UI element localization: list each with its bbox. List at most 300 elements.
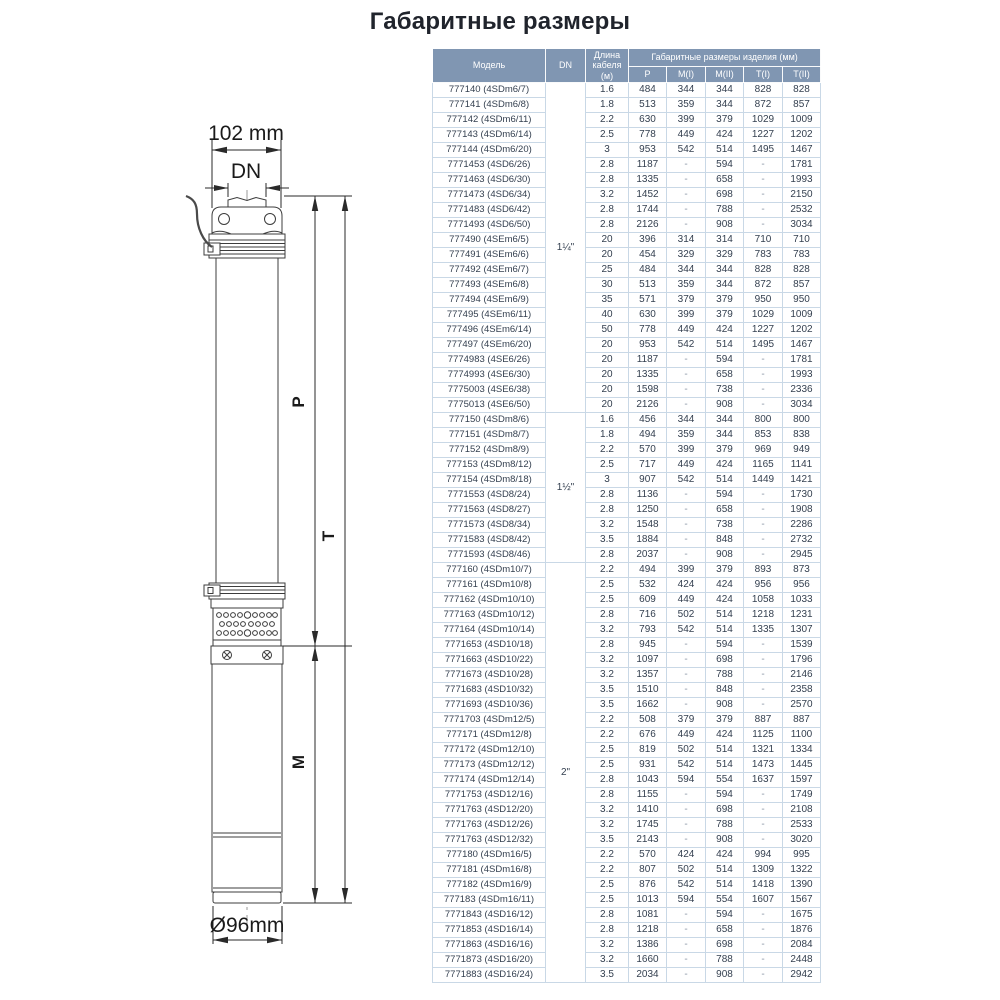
value-cell: 594 bbox=[667, 893, 706, 908]
value-cell: - bbox=[744, 908, 783, 923]
value-cell: 1495 bbox=[744, 143, 783, 158]
model-cell: 777183 (4SDm16/11) bbox=[433, 893, 546, 908]
table-row bbox=[433, 923, 821, 938]
arrow-up-icon bbox=[342, 196, 348, 211]
value-cell: 514 bbox=[706, 338, 744, 353]
value-cell: 1744 bbox=[629, 203, 667, 218]
value-cell: 1081 bbox=[629, 908, 667, 923]
table-row bbox=[433, 158, 821, 173]
arrow-left-icon bbox=[213, 937, 228, 943]
value-cell: 1097 bbox=[629, 653, 667, 668]
value-cell: 945 bbox=[629, 638, 667, 653]
table-row bbox=[433, 128, 821, 143]
value-cell: 738 bbox=[706, 383, 744, 398]
table-row bbox=[433, 938, 821, 953]
value-cell: 1386 bbox=[629, 938, 667, 953]
value-cell: 994 bbox=[744, 848, 783, 863]
value-cell: 329 bbox=[667, 248, 706, 263]
value-cell: 2532 bbox=[783, 203, 821, 218]
header-p: P bbox=[629, 66, 667, 83]
value-cell: 887 bbox=[744, 713, 783, 728]
value-cell: 329 bbox=[706, 248, 744, 263]
value-cell: 594 bbox=[706, 353, 744, 368]
model-cell: 777154 (4SDm8/18) bbox=[433, 473, 546, 488]
value-cell: 1202 bbox=[783, 128, 821, 143]
value-cell: 1421 bbox=[783, 473, 821, 488]
dn-cell: 1¼" bbox=[546, 83, 586, 413]
value-cell: 570 bbox=[629, 848, 667, 863]
arrow-down-icon bbox=[312, 888, 318, 903]
value-cell: 424 bbox=[706, 578, 744, 593]
value-cell: 3.2 bbox=[586, 653, 629, 668]
value-cell: - bbox=[667, 683, 706, 698]
value-cell: 2945 bbox=[783, 548, 821, 563]
value-cell: 344 bbox=[667, 83, 706, 98]
value-cell: - bbox=[744, 503, 783, 518]
dimensions-table bbox=[432, 48, 821, 983]
model-cell: 7771763 (4SD12/32) bbox=[433, 833, 546, 848]
value-cell: 1418 bbox=[744, 878, 783, 893]
table-body bbox=[433, 83, 821, 983]
header-model: Модель bbox=[433, 49, 546, 83]
model-cell: 7771863 (4SD16/16) bbox=[433, 938, 546, 953]
value-cell: - bbox=[667, 908, 706, 923]
value-cell: 542 bbox=[667, 878, 706, 893]
value-cell: 379 bbox=[706, 293, 744, 308]
value-cell: 344 bbox=[706, 98, 744, 113]
value-cell: 344 bbox=[667, 263, 706, 278]
value-cell: 1449 bbox=[744, 473, 783, 488]
value-cell: 819 bbox=[629, 743, 667, 758]
value-cell: 2942 bbox=[783, 968, 821, 983]
value-cell: 514 bbox=[706, 743, 744, 758]
value-cell: 344 bbox=[667, 413, 706, 428]
table-row bbox=[433, 428, 821, 443]
diameter-dimension-label: Ø96mm bbox=[209, 914, 285, 937]
model-cell: 777151 (4SDm8/7) bbox=[433, 428, 546, 443]
value-cell: 542 bbox=[667, 758, 706, 773]
value-cell: 399 bbox=[667, 308, 706, 323]
arrow-left-icon bbox=[212, 147, 227, 153]
value-cell: 2143 bbox=[629, 833, 667, 848]
value-cell: - bbox=[744, 653, 783, 668]
value-cell: 30 bbox=[586, 278, 629, 293]
table-row bbox=[433, 803, 821, 818]
header-t1: T(I) bbox=[744, 66, 783, 83]
value-cell: 2286 bbox=[783, 518, 821, 533]
table-row bbox=[433, 113, 821, 128]
value-cell: 1607 bbox=[744, 893, 783, 908]
value-cell: 2084 bbox=[783, 938, 821, 953]
table-row bbox=[433, 863, 821, 878]
model-cell: 777174 (4SDm12/14) bbox=[433, 773, 546, 788]
value-cell: 956 bbox=[744, 578, 783, 593]
value-cell: 570 bbox=[629, 443, 667, 458]
table-row bbox=[433, 173, 821, 188]
value-cell: 658 bbox=[706, 368, 744, 383]
dn-cell: 2" bbox=[546, 563, 586, 983]
cable-clip bbox=[204, 243, 220, 255]
value-cell: 1043 bbox=[629, 773, 667, 788]
model-cell: 7771673 (4SD10/28) bbox=[433, 668, 546, 683]
value-cell: - bbox=[667, 203, 706, 218]
value-cell: 379 bbox=[706, 713, 744, 728]
value-cell: 502 bbox=[667, 608, 706, 623]
model-cell: 7771853 (4SD16/14) bbox=[433, 923, 546, 938]
value-cell: - bbox=[667, 818, 706, 833]
value-cell: - bbox=[744, 518, 783, 533]
value-cell: - bbox=[744, 668, 783, 683]
value-cell: 828 bbox=[744, 83, 783, 98]
value-cell: 1231 bbox=[783, 608, 821, 623]
value-cell: 710 bbox=[744, 233, 783, 248]
table-row bbox=[433, 263, 821, 278]
dn-dimension-label: DN bbox=[230, 160, 262, 183]
value-cell: 514 bbox=[706, 878, 744, 893]
value-cell: 1745 bbox=[629, 818, 667, 833]
table-row bbox=[433, 848, 821, 863]
strainer-rim bbox=[213, 640, 281, 646]
arrow-right-icon bbox=[214, 185, 228, 191]
value-cell: 2.2 bbox=[586, 443, 629, 458]
value-cell: 2.8 bbox=[586, 203, 629, 218]
value-cell: 2.8 bbox=[586, 908, 629, 923]
value-cell: 35 bbox=[586, 293, 629, 308]
value-cell: 3.2 bbox=[586, 518, 629, 533]
value-cell: 658 bbox=[706, 173, 744, 188]
value-cell: 807 bbox=[629, 863, 667, 878]
value-cell: 2.8 bbox=[586, 173, 629, 188]
value-cell: 1125 bbox=[744, 728, 783, 743]
value-cell: 594 bbox=[706, 788, 744, 803]
arrow-down-icon bbox=[342, 888, 348, 903]
model-cell: 777496 (4SEm6/14) bbox=[433, 323, 546, 338]
value-cell: 716 bbox=[629, 608, 667, 623]
value-cell: 2126 bbox=[629, 398, 667, 413]
value-cell: 953 bbox=[629, 143, 667, 158]
table-row bbox=[433, 668, 821, 683]
value-cell: 2.8 bbox=[586, 638, 629, 653]
value-cell: 873 bbox=[783, 563, 821, 578]
value-cell: 800 bbox=[744, 413, 783, 428]
value-cell: 25 bbox=[586, 263, 629, 278]
table-row bbox=[433, 308, 821, 323]
arrow-up-icon bbox=[312, 646, 318, 661]
value-cell: 2.5 bbox=[586, 458, 629, 473]
value-cell: - bbox=[667, 548, 706, 563]
value-cell: 1227 bbox=[744, 128, 783, 143]
value-cell: 532 bbox=[629, 578, 667, 593]
page-title: Габаритные размеры bbox=[369, 8, 631, 35]
value-cell: 3034 bbox=[783, 398, 821, 413]
model-cell: 7771483 (4SD6/42) bbox=[433, 203, 546, 218]
model-cell: 7771763 (4SD12/20) bbox=[433, 803, 546, 818]
value-cell: 698 bbox=[706, 803, 744, 818]
value-cell: 2.5 bbox=[586, 758, 629, 773]
value-cell: 1445 bbox=[783, 758, 821, 773]
value-cell: 2533 bbox=[783, 818, 821, 833]
value-cell: 1335 bbox=[629, 173, 667, 188]
value-cell: 2034 bbox=[629, 968, 667, 983]
value-cell: 2150 bbox=[783, 188, 821, 203]
value-cell: 3.5 bbox=[586, 533, 629, 548]
value-cell: 1597 bbox=[783, 773, 821, 788]
value-cell: 2.5 bbox=[586, 878, 629, 893]
value-cell: 698 bbox=[706, 938, 744, 953]
table-row bbox=[433, 683, 821, 698]
cable-line bbox=[186, 196, 212, 247]
value-cell: 1187 bbox=[629, 353, 667, 368]
model-cell: 777150 (4SDm8/6) bbox=[433, 413, 546, 428]
value-cell: 502 bbox=[667, 863, 706, 878]
value-cell: 887 bbox=[783, 713, 821, 728]
value-cell: 424 bbox=[706, 323, 744, 338]
table-row bbox=[433, 758, 821, 773]
model-cell: 777181 (4SDm16/8) bbox=[433, 863, 546, 878]
value-cell: 2448 bbox=[783, 953, 821, 968]
value-cell: 1218 bbox=[744, 608, 783, 623]
value-cell: 484 bbox=[629, 263, 667, 278]
value-cell: 1876 bbox=[783, 923, 821, 938]
value-cell: 2336 bbox=[783, 383, 821, 398]
table-row bbox=[433, 278, 821, 293]
bolt-hole-left bbox=[219, 214, 230, 225]
value-cell: 1.8 bbox=[586, 428, 629, 443]
value-cell: 379 bbox=[706, 443, 744, 458]
value-cell: 2732 bbox=[783, 533, 821, 548]
value-cell: - bbox=[744, 788, 783, 803]
value-cell: - bbox=[744, 203, 783, 218]
value-cell: 542 bbox=[667, 338, 706, 353]
value-cell: - bbox=[667, 833, 706, 848]
value-cell: 344 bbox=[706, 83, 744, 98]
table-row bbox=[433, 83, 821, 98]
table-row bbox=[433, 563, 821, 578]
extension-lines bbox=[283, 196, 352, 903]
value-cell: 853 bbox=[744, 428, 783, 443]
table-row bbox=[433, 743, 821, 758]
value-cell: 20 bbox=[586, 368, 629, 383]
model-cell: 777161 (4SDm10/8) bbox=[433, 578, 546, 593]
value-cell: 502 bbox=[667, 743, 706, 758]
table-row bbox=[433, 623, 821, 638]
model-cell: 777163 (4SDm10/12) bbox=[433, 608, 546, 623]
table-row bbox=[433, 953, 821, 968]
value-cell: 793 bbox=[629, 623, 667, 638]
value-cell: 857 bbox=[783, 278, 821, 293]
table-row bbox=[433, 728, 821, 743]
value-cell: 424 bbox=[706, 458, 744, 473]
value-cell: 872 bbox=[744, 98, 783, 113]
value-cell: 2.8 bbox=[586, 608, 629, 623]
model-cell: 7771873 (4SD16/20) bbox=[433, 953, 546, 968]
value-cell: - bbox=[667, 218, 706, 233]
model-cell: 777495 (4SEm6/11) bbox=[433, 308, 546, 323]
value-cell: - bbox=[667, 503, 706, 518]
value-cell: 314 bbox=[706, 233, 744, 248]
value-cell: 1908 bbox=[783, 503, 821, 518]
value-cell: 1.6 bbox=[586, 413, 629, 428]
value-cell: 676 bbox=[629, 728, 667, 743]
value-cell: 594 bbox=[706, 488, 744, 503]
value-cell: 872 bbox=[744, 278, 783, 293]
table-row bbox=[433, 773, 821, 788]
value-cell: - bbox=[667, 698, 706, 713]
value-cell: 838 bbox=[783, 428, 821, 443]
model-cell: 777140 (4SDm6/7) bbox=[433, 83, 546, 98]
value-cell: 2108 bbox=[783, 803, 821, 818]
value-cell: 40 bbox=[586, 308, 629, 323]
model-cell: 777171 (4SDm12/8) bbox=[433, 728, 546, 743]
value-cell: 20 bbox=[586, 233, 629, 248]
table-row bbox=[433, 248, 821, 263]
model-cell: 7771683 (4SD10/32) bbox=[433, 683, 546, 698]
model-cell: 777490 (4SEm6/5) bbox=[433, 233, 546, 248]
value-cell: 609 bbox=[629, 593, 667, 608]
value-cell: - bbox=[667, 953, 706, 968]
value-cell: 953 bbox=[629, 338, 667, 353]
table-row bbox=[433, 143, 821, 158]
value-cell: 2.8 bbox=[586, 158, 629, 173]
table-row bbox=[433, 893, 821, 908]
value-cell: 1884 bbox=[629, 533, 667, 548]
table-header bbox=[433, 49, 821, 83]
value-cell: 1660 bbox=[629, 953, 667, 968]
value-cell: 2.2 bbox=[586, 728, 629, 743]
value-cell: - bbox=[744, 368, 783, 383]
value-cell: 20 bbox=[586, 248, 629, 263]
value-cell: 908 bbox=[706, 548, 744, 563]
model-cell: 7774993 (4SE6/30) bbox=[433, 368, 546, 383]
model-cell: 777143 (4SDm6/14) bbox=[433, 128, 546, 143]
table-row bbox=[433, 398, 821, 413]
value-cell: 3.5 bbox=[586, 683, 629, 698]
value-cell: 950 bbox=[744, 293, 783, 308]
value-cell: - bbox=[744, 953, 783, 968]
value-cell: 2.5 bbox=[586, 128, 629, 143]
model-cell: 777497 (4SEm6/20) bbox=[433, 338, 546, 353]
value-cell: 514 bbox=[706, 608, 744, 623]
model-cell: 777141 (4SDm6/8) bbox=[433, 98, 546, 113]
value-cell: - bbox=[744, 173, 783, 188]
table-row bbox=[433, 878, 821, 893]
table-row bbox=[433, 353, 821, 368]
value-cell: 658 bbox=[706, 923, 744, 938]
value-cell: - bbox=[744, 158, 783, 173]
model-cell: 7771883 (4SD16/24) bbox=[433, 968, 546, 983]
value-cell: 1781 bbox=[783, 353, 821, 368]
value-cell: 3.2 bbox=[586, 803, 629, 818]
value-cell: - bbox=[744, 548, 783, 563]
value-cell: 828 bbox=[744, 263, 783, 278]
value-cell: 2.8 bbox=[586, 923, 629, 938]
value-cell: 907 bbox=[629, 473, 667, 488]
table-row bbox=[433, 833, 821, 848]
value-cell: 1013 bbox=[629, 893, 667, 908]
value-cell: 424 bbox=[706, 128, 744, 143]
table-row bbox=[433, 413, 821, 428]
collar-band-mid bbox=[211, 599, 283, 608]
value-cell: 956 bbox=[783, 578, 821, 593]
value-cell: 2.2 bbox=[586, 563, 629, 578]
table-row bbox=[433, 338, 821, 353]
value-cell: 3034 bbox=[783, 218, 821, 233]
value-cell: 1334 bbox=[783, 743, 821, 758]
model-cell: 7771583 (4SD8/42) bbox=[433, 533, 546, 548]
arrow-up-icon bbox=[312, 196, 318, 211]
value-cell: 788 bbox=[706, 668, 744, 683]
model-cell: 7771473 (4SD6/34) bbox=[433, 188, 546, 203]
value-cell: - bbox=[667, 938, 706, 953]
model-cell: 777142 (4SDm6/11) bbox=[433, 113, 546, 128]
value-cell: 424 bbox=[667, 848, 706, 863]
model-cell: 7771493 (4SD6/50) bbox=[433, 218, 546, 233]
value-cell: 1322 bbox=[783, 863, 821, 878]
value-cell: 2.2 bbox=[586, 848, 629, 863]
value-cell: 788 bbox=[706, 203, 744, 218]
value-cell: 314 bbox=[667, 233, 706, 248]
value-cell: 514 bbox=[706, 143, 744, 158]
value-cell: 3.2 bbox=[586, 953, 629, 968]
value-cell: 828 bbox=[783, 83, 821, 98]
value-cell: 3.5 bbox=[586, 968, 629, 983]
value-cell: 1390 bbox=[783, 878, 821, 893]
value-cell: 594 bbox=[706, 638, 744, 653]
value-cell: 995 bbox=[783, 848, 821, 863]
value-cell: 3.2 bbox=[586, 188, 629, 203]
value-cell: - bbox=[667, 668, 706, 683]
value-cell: 449 bbox=[667, 728, 706, 743]
model-cell: 777144 (4SDm6/20) bbox=[433, 143, 546, 158]
table-row bbox=[433, 293, 821, 308]
header-m1: M(I) bbox=[667, 66, 706, 83]
model-cell: 777172 (4SDm12/10) bbox=[433, 743, 546, 758]
value-cell: - bbox=[744, 638, 783, 653]
table-row bbox=[433, 473, 821, 488]
value-cell: 710 bbox=[783, 233, 821, 248]
value-cell: 399 bbox=[667, 563, 706, 578]
value-cell: 738 bbox=[706, 518, 744, 533]
value-cell: 3.2 bbox=[586, 818, 629, 833]
value-cell: 1029 bbox=[744, 113, 783, 128]
t-dimension-label: T bbox=[319, 530, 338, 542]
value-cell: 449 bbox=[667, 593, 706, 608]
value-cell: 931 bbox=[629, 758, 667, 773]
value-cell: 514 bbox=[706, 758, 744, 773]
value-cell: 1567 bbox=[783, 893, 821, 908]
value-cell: - bbox=[667, 158, 706, 173]
value-cell: 1539 bbox=[783, 638, 821, 653]
cable-clip-mid bbox=[204, 585, 220, 596]
value-cell: 1202 bbox=[783, 323, 821, 338]
value-cell: 449 bbox=[667, 323, 706, 338]
value-cell: 3 bbox=[586, 143, 629, 158]
table-row bbox=[433, 653, 821, 668]
value-cell: - bbox=[744, 968, 783, 983]
value-cell: 1495 bbox=[744, 338, 783, 353]
table-row bbox=[433, 968, 821, 983]
value-cell: - bbox=[667, 173, 706, 188]
value-cell: 344 bbox=[706, 263, 744, 278]
value-cell: 449 bbox=[667, 458, 706, 473]
model-cell: 7771453 (4SD6/26) bbox=[433, 158, 546, 173]
model-cell: 7771553 (4SD8/24) bbox=[433, 488, 546, 503]
value-cell: - bbox=[667, 788, 706, 803]
dn-cell: 1½" bbox=[546, 413, 586, 563]
model-cell: 777182 (4SDm16/9) bbox=[433, 878, 546, 893]
value-cell: 2.8 bbox=[586, 503, 629, 518]
value-cell: 514 bbox=[706, 863, 744, 878]
